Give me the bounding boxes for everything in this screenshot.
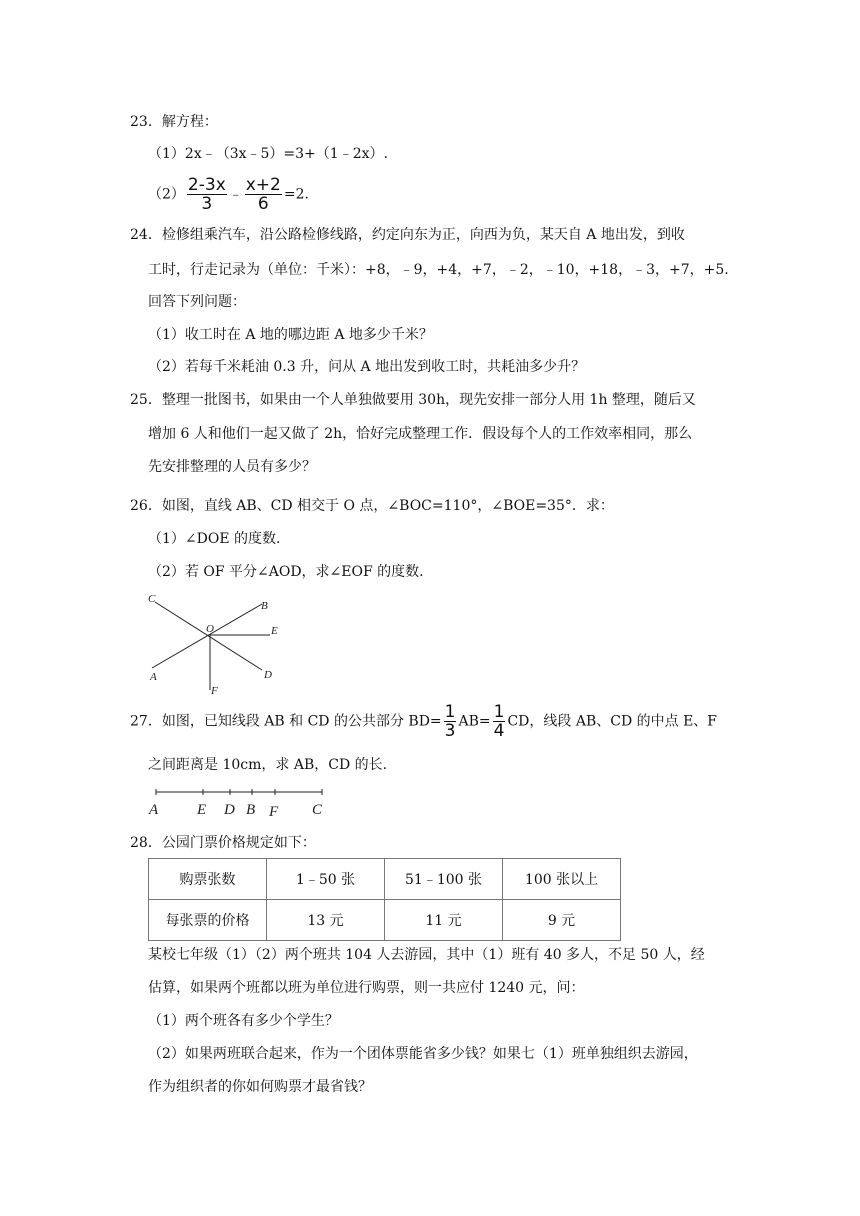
q24-line-2: 工时，行走记录为（单位：千米）：+8，﹣9，+4，+7，﹣2，﹣10，+18，﹣3，+7，+5. <box>148 262 729 278</box>
q28-title: 28．公园门票价格规定如下： <box>130 835 316 851</box>
q25-line-3: 先安排整理的人员有多少？ <box>148 459 316 475</box>
table-cell: 9 元 <box>503 900 621 941</box>
table-cell: 每张票的价格 <box>149 900 267 941</box>
q23-minus-sign: ﹣ <box>228 186 243 203</box>
q23-fraction-1-numerator: 2-3x <box>187 175 226 195</box>
q27-line-2: 之间距离是 10cm，求 AB，CD 的长. <box>148 757 388 773</box>
q28-sub-1: （1）两个班各有多少个学生？ <box>148 1013 339 1029</box>
q28-line-2: 估算，如果两个班都以班为单位进行购票，则一共应付 1240 元，问： <box>148 980 585 996</box>
q27-suffix: CD，线段 AB、CD 的中点 E、F <box>507 713 718 730</box>
q27-segment-figure <box>140 786 340 820</box>
table-cell: 11 元 <box>385 900 503 941</box>
q26-line-1: 26．如图，直线 AB、CD 相交于 O 点，∠BOC=110°，∠BOE=35°．求： <box>130 498 614 514</box>
line-ab <box>152 604 262 668</box>
q27-mid: AB= <box>458 713 491 730</box>
table-cell: 13 元 <box>267 900 385 941</box>
q23-fraction-1-denominator: 3 <box>201 194 213 214</box>
q23-fraction-2-numerator: x+2 <box>245 175 281 195</box>
label-f: F <box>211 685 218 697</box>
q23-fraction-2-denominator: 6 <box>257 194 269 214</box>
seg-label-e: E <box>197 802 207 818</box>
q26-angle-figure <box>140 590 300 700</box>
q23-fraction-2 <box>245 176 282 213</box>
label-d: D <box>264 669 272 681</box>
q23-fraction-1 <box>187 176 227 213</box>
label-b: B <box>261 600 268 612</box>
seg-label-c: C <box>312 802 323 818</box>
q23-part2-prefix: （2） <box>148 186 185 203</box>
q24-sub-2: （2）若每千米耗油 0.3 升，问从 A 地出发到收工时，共耗油多少升？ <box>148 359 586 375</box>
label-o: O <box>206 623 214 635</box>
q27-fraction-2 <box>493 703 506 740</box>
ticket-price-table <box>148 858 621 941</box>
q27-fraction-1-denominator: 3 <box>444 721 456 741</box>
q28-sub-2a: （2）如果两班联合起来，作为一个团体票能省多少钱？如果七（1）班单独组织去游园， <box>148 1046 698 1062</box>
q26-sub-2: （2）若 OF 平分∠AOD，求∠EOF 的度数. <box>148 564 424 580</box>
q23-part2-tail: =2. <box>283 186 309 203</box>
seg-label-a: A <box>149 802 159 818</box>
q23-part1 <box>148 145 388 163</box>
q26-sub-1: （1）∠DOE 的度数. <box>148 531 281 547</box>
q27-fraction-1 <box>444 703 457 740</box>
q25-line-1: 25．整理一批图书，如果由一个人单独做要用 30h，现先安排一部分人用 1h 整理，随后又 <box>130 392 696 408</box>
q27-fraction-2-denominator: 4 <box>493 721 505 741</box>
table-header-cell: 购票张数 <box>149 859 267 900</box>
table-header-cell: 1﹣50 张 <box>267 859 385 900</box>
table-header-cell: 100 张以上 <box>503 859 621 900</box>
q24-line-1: 24．检修组乘汽车，沿公路检修线路，约定向东为正，向西为负，某天自 A 地出发，到收 <box>130 227 685 243</box>
q24-line-3: 回答下列问题： <box>148 294 246 310</box>
q27-fraction-2-numerator: 1 <box>493 702 505 722</box>
seg-label-f: F <box>269 804 279 820</box>
q27-prefix: 27．如图，已知线段 AB 和 CD 的公共部分 BD= <box>130 713 442 730</box>
q25-line-2: 增加 6 人和他们一起又做了 2h，恰好完成整理工作．假设每个人的工作效率相同，那么 <box>148 426 693 442</box>
line-cd <box>155 602 262 670</box>
q23-part1-prefix: （1） <box>148 146 185 162</box>
label-a: A <box>150 671 157 683</box>
seg-label-b: B <box>246 802 256 818</box>
q28-line-1: 某校七年级（1）（2）两个班共 104 人去游园，其中（1）班有 40 多人，不足 50 人，经 <box>148 947 705 963</box>
q23-part1-equation: 2x﹣（3x﹣5）=3+（1﹣2x）. <box>184 146 388 162</box>
label-e: E <box>271 625 278 637</box>
table-row <box>149 859 621 900</box>
q28-sub-2b: 作为组织者的你如何购票才最省钱？ <box>148 1079 372 1095</box>
q27-line-1 <box>130 703 717 740</box>
q24-sub-1: （1）收工时在 A 地的哪边距 A 地多少千米？ <box>148 327 433 343</box>
label-c: C <box>148 593 156 605</box>
q23-title: 23．解方程： <box>130 114 218 130</box>
seg-label-d: D <box>224 802 235 818</box>
table-header-cell: 51﹣100 张 <box>385 859 503 900</box>
q27-fraction-1-numerator: 1 <box>444 702 456 722</box>
table-row <box>149 900 621 941</box>
q23-part2 <box>148 176 309 213</box>
